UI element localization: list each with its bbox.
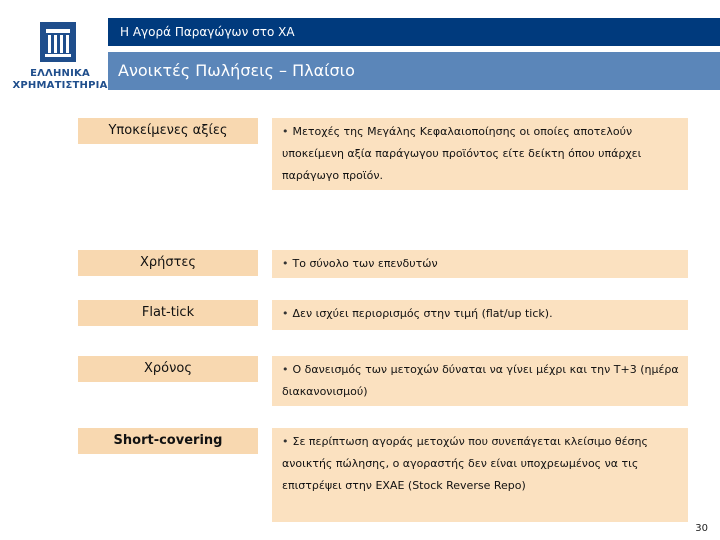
page-title: Ανοικτές Πωλήσεις – Πλαίσιο [108, 52, 720, 90]
logo-text-line2: ΧΡΗΜΑΤΙΣΤΗΡΙΑ [12, 80, 108, 91]
header-top-bar: Η Αγορά Παραγώγων στο ΧΑ [108, 18, 720, 46]
column-logo-icon [38, 20, 78, 64]
bullet-icon: • [282, 257, 289, 270]
bullet-icon: • [282, 307, 289, 320]
row-label-users: Χρήστες [78, 250, 258, 276]
row-content-time [272, 356, 688, 406]
logo-text-line1: ΕΛΛΗΝΙΚΑ [30, 68, 90, 79]
row-text: Δεν ισχύει περιορισμός στην τιμή (flat/up tick). [292, 307, 553, 320]
row-label-underlying: Υποκείμενες αξίες [78, 118, 258, 144]
row-content-flat-tick [272, 300, 688, 330]
row-label-flat-tick: Flat-tick [78, 300, 258, 326]
row-text: Μετοχές της Μεγάλης Κεφαλαιοποίησης οι οποίες αποτελούν υποκείμενη αξία παράγωγου προϊόντος είτε δείκτη όπου υπάρχει παράγωγο προϊόν. [282, 125, 642, 182]
bullet-icon: • [282, 435, 289, 448]
bullet-icon: • [282, 125, 289, 138]
row-text: Ο δανεισμός των μετοχών δύναται να γίνει μέχρι και την T+3 (ημέρα διακανονισμού) [282, 363, 679, 398]
row-text: Το σύνολο των επενδυτών [292, 257, 438, 270]
row-content-underlying [272, 118, 688, 190]
row-label-time: Χρόνος [78, 356, 258, 382]
row-content-short-covering [272, 428, 688, 522]
row-text: Σε περίπτωση αγοράς μετοχών που συνεπάγεται κλείσιμο θέσης ανοικτής πώλησης, ο αγοραστής δεν είναι υποχρεωμένος να τις επιστρέψει στην ΕΧΑΕ (Stock Reverse Repo) [282, 435, 648, 492]
row-content-users [272, 250, 688, 278]
exchange-logo [6, 18, 108, 91]
row-label-short-covering: Short-covering [78, 428, 258, 454]
page-number: 30 [695, 523, 708, 534]
bullet-icon: • [282, 363, 289, 376]
